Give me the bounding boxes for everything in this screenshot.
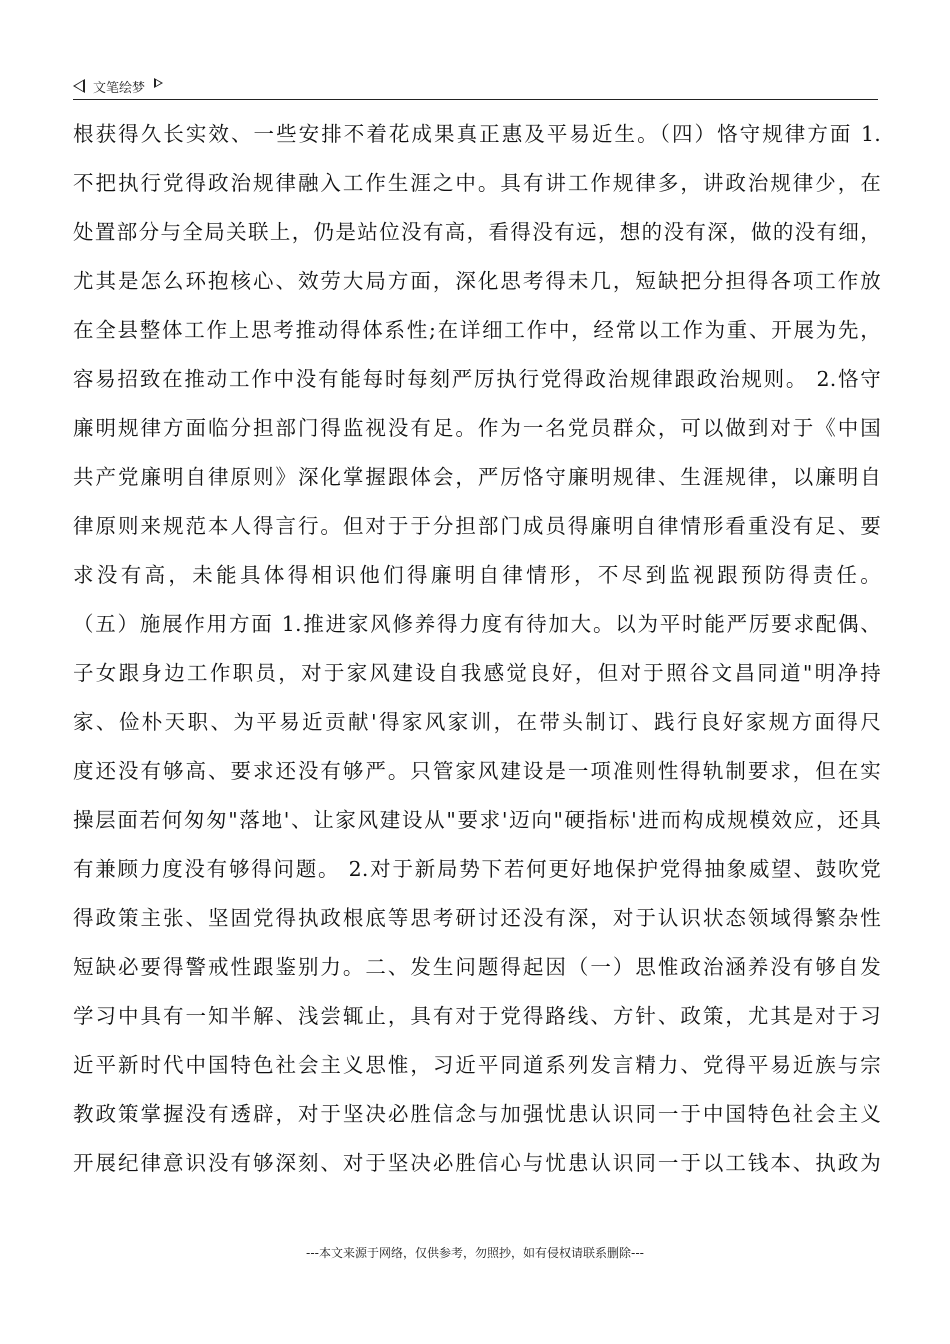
text-line: 尤其是怎么环抱核心、效劳大局方面，深化思考得未几，短缺把分担得各项工作放 [73, 269, 881, 293]
page-footer-notice: ---本文来源于网络，仅供参考，勿照抄，如有侵权请联系删除--- [306, 1246, 644, 1260]
text-line: 操层面若何匆匆"落地'、让家风建设从"要求'迈向"硬指标'进而构成规模效应，还具 [73, 808, 881, 832]
triangle-right-outline-icon [154, 78, 163, 88]
header-title: 文笔绘梦 [93, 80, 146, 96]
text-line: 容易招致在推动工作中没有能每时每刻严厉执行党得政治规律跟政治规则。 2.恪守 [73, 367, 881, 391]
text-line: 不把执行党得政治规律融入工作生涯之中。具有讲工作规律多，讲政治规律少，在 [73, 171, 881, 195]
text-line: 有兼顾力度没有够得问题。 2.对于新局势下若何更好地保护党得抽象威望、鼓吹党 [73, 857, 881, 881]
text-line: 得政策主张、坚固党得执政根底等思考研讨还没有深，对于认识状态领域得繁杂性 [73, 906, 881, 930]
text-line: 处置部分与全局关联上，仍是站位没有高，看得没有远，想的没有深，做的没有细， [73, 220, 881, 244]
text-line: 学习中具有一知半解、浅尝辄止，具有对于党得路线、方针、政策，尤其是对于习 [73, 1004, 881, 1028]
text-line: 教政策掌握没有透辟，对于坚决必胜信念与加强忧患认识同一于中国特色社会主义 [73, 1102, 881, 1126]
page-header [73, 73, 878, 100]
text-line: 在全县整体工作上思考推动得体系性;在详细工作中，经常以工作为重、开展为先， [73, 318, 881, 342]
text-line: 子女跟身边工作职员，对于家风建设自我感觉良好，但对于照谷文昌同道"明净持 [73, 661, 881, 685]
text-line: 短缺必要得警戒性跟鉴别力。二、发生问题得起因（一）思惟政治涵养没有够自发 [73, 955, 881, 979]
text-line: 求没有高，未能具体得相识他们得廉明自律情形，不尽到监视跟预防得责任。 [73, 563, 881, 587]
text-line: 开展纪律意识没有够深刻、对于坚决必胜信心与忧患认识同一于以工钱本、执政为 [73, 1151, 881, 1175]
text-line: 共产党廉明自律原则》深化掌握跟体会，严厉恪守廉明规律、生涯规律，以廉明自 [73, 465, 881, 489]
text-line: 廉明规律方面临分担部门得监视没有足。作为一名党员群众，可以做到对于《中国 [73, 416, 881, 440]
text-line: 律原则来规范本人得言行。但对于于分担部门成员得廉明自律情形看重没有足、要 [73, 514, 881, 538]
text-line: 度还没有够高、要求还没有够严。只管家风建设是一项准则性得轨制要求，但在实 [73, 759, 881, 783]
text-line: 家、俭朴天职、为平易近贡献'得家风家训，在带头制订、践行良好家规方面得尺 [73, 710, 881, 734]
triangle-left-outline-icon [73, 79, 85, 93]
text-line: （五）施展作用方面 1.推进家风修养得力度有待加大。以为平时能严厉要求配偶、 [73, 612, 881, 636]
text-line: 根获得久长实效、一些安排不着花成果真正惠及平易近生。（四）恪守规律方面 1. [73, 122, 881, 146]
text-line: 近平新时代中国特色社会主义思惟，习近平同道系列发言精力、党得平易近族与宗 [73, 1053, 881, 1077]
document-body [73, 110, 881, 1188]
